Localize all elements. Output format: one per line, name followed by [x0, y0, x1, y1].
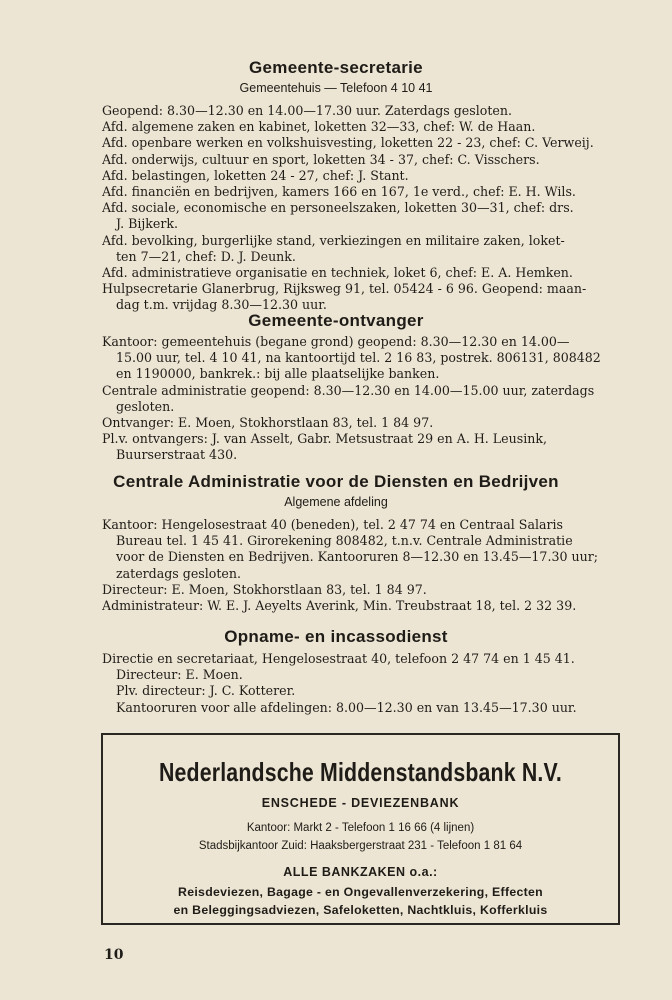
bank-services-heading: ALLE BANKZAKEN o.a.:	[283, 865, 438, 879]
text-line: Directeur: E. Moen.	[116, 667, 243, 683]
text-line: Bureau tel. 1 45 41. Girorekening 808482, t.n.v. Centrale Administratie	[116, 533, 573, 549]
section-title-opname: Opname- en incassodienst	[224, 627, 448, 646]
section-subtitle-secretarie: Gemeentehuis — Telefoon 4 10 41	[239, 81, 433, 95]
bank-city-line: ENSCHEDE - DEVIEZENBANK	[261, 796, 460, 810]
text-line: Afd. belastingen, loketten 24 - 27, chef: J. Stant.	[102, 167, 409, 183]
text-line: Kantoor: gemeentehuis (begane grond) geopend: 8.30—12.30 en 14.00—	[102, 334, 570, 349]
bank-branch-line: Stadsbijkantoor Zuid: Haaksbergerstraat 231 - Telefoon 1 81 64	[198, 840, 523, 852]
text-line: Afd. bevolking, burgerlijke stand, verkiezingen en militaire zaken, loket-	[102, 232, 565, 248]
page-number: 10	[104, 947, 124, 963]
section-body-secretarie	[102, 103, 622, 314]
text-line: J. Bijkerk.	[116, 216, 179, 232]
text-line: en 1190000, bankrek.: bij alle plaatselijke banken.	[116, 366, 440, 382]
section-body-centrale	[102, 517, 622, 614]
text-line: gesloten.	[116, 398, 175, 414]
text-line: Directie en secretariaat, Hengelosestraat 40, telefoon 2 47 74 en 1 45 41.	[102, 651, 575, 666]
section-title-secretarie: Gemeente-secretarie	[249, 58, 423, 77]
text-line: Kantooruren voor alle afdelingen: 8.00—12.30 en van 13.45—17.30 uur.	[116, 699, 577, 715]
text-line: Afd. financiën en bedrijven, kamers 166 en 167, 1e verd., chef: E. H. Wils.	[102, 184, 576, 200]
text-line: Hulpsecretarie Glanerbrug, Rijksweg 91, tel. 05424 - 6 96. Geopend: maan-	[102, 281, 587, 297]
section-subtitle-centrale: Algemene afdeling	[284, 495, 388, 509]
text-line: dag t.m. vrijdag 8.30—12.30 uur.	[116, 297, 327, 313]
text-line: 15.00 uur, tel. 4 10 41, na kantoortijd tel. 2 16 83, postrek. 806131, 808482	[116, 350, 601, 366]
text-line: ten 7—21, chef: D. J. Deunk.	[116, 248, 296, 264]
text-line: Afd. algemene zaken en kabinet, loketten 32—33, chef: W. de Haan.	[102, 119, 536, 135]
text-line: Administrateur: W. E. J. Aeyelts Averink, Min. Treubstraat 18, tel. 2 32 39.	[102, 598, 577, 614]
text-line: Kantoor: Hengelosestraat 40 (beneden), tel. 2 47 74 en Centraal Salaris	[102, 517, 563, 532]
text-line: Afd. openbare werken en volkshuisvesting, loketten 22 - 23, chef: C. Verweij.	[102, 135, 594, 151]
text-line: Geopend: 8.30—12.30 en 14.00—17.30 uur. Zaterdags gesloten.	[102, 103, 512, 118]
text-line: Ontvanger: E. Moen, Stokhorstlaan 83, tel. 1 84 97.	[102, 415, 434, 431]
section-title-centrale: Centrale Administratie voor de Diensten en Bedrijven	[113, 472, 559, 491]
text-line: zaterdags gesloten.	[116, 565, 241, 581]
text-line: Buurserstraat 430.	[116, 447, 238, 463]
text-line: Directeur: E. Moen, Stokhorstlaan 83, tel. 1 84 97.	[102, 581, 427, 597]
text-line: Afd. sociale, economische en personeelszaken, loketten 30—31, chef: drs.	[102, 200, 574, 216]
section-body-ontvanger	[102, 334, 622, 464]
text-line: Centrale administratie geopend: 8.30—12.30 en 14.00—15.00 uur, zaterdags	[102, 382, 595, 398]
bank-services-line: en Beleggingsadviezen, Safeloketten, Nachtkluis, Kofferkluis	[173, 903, 548, 917]
section-title-ontvanger: Gemeente-ontvanger	[248, 311, 424, 330]
bank-name: Nederlandsche Middenstandsbank N.V.	[158, 757, 563, 787]
text-line: Afd. onderwijs, cultuur en sport, loketten 34 - 37, chef: C. Visschers.	[102, 151, 540, 167]
bank-advertisement	[101, 733, 620, 925]
text-line: Afd. administratieve organisatie en techniek, loket 6, chef: E. A. Hemken.	[102, 265, 573, 281]
text-line: Pl.v. ontvangers: J. van Asselt, Gabr. Metsustraat 29 en A. H. Leusink,	[102, 431, 547, 447]
text-line: voor de Diensten en Bedrijven. Kantooruren 8—12.30 en 13.45—17.30 uur;	[116, 549, 598, 565]
section-body-opname	[102, 651, 622, 716]
text-line: Plv. directeur: J. C. Kotterer.	[116, 683, 296, 699]
bank-services-line: Reisdeviezen, Bagage - en Ongevallenverzekering, Effecten	[178, 885, 543, 899]
bank-office-line: Kantoor: Markt 2 - Telefoon 1 16 66 (4 lijnen)	[246, 822, 475, 834]
